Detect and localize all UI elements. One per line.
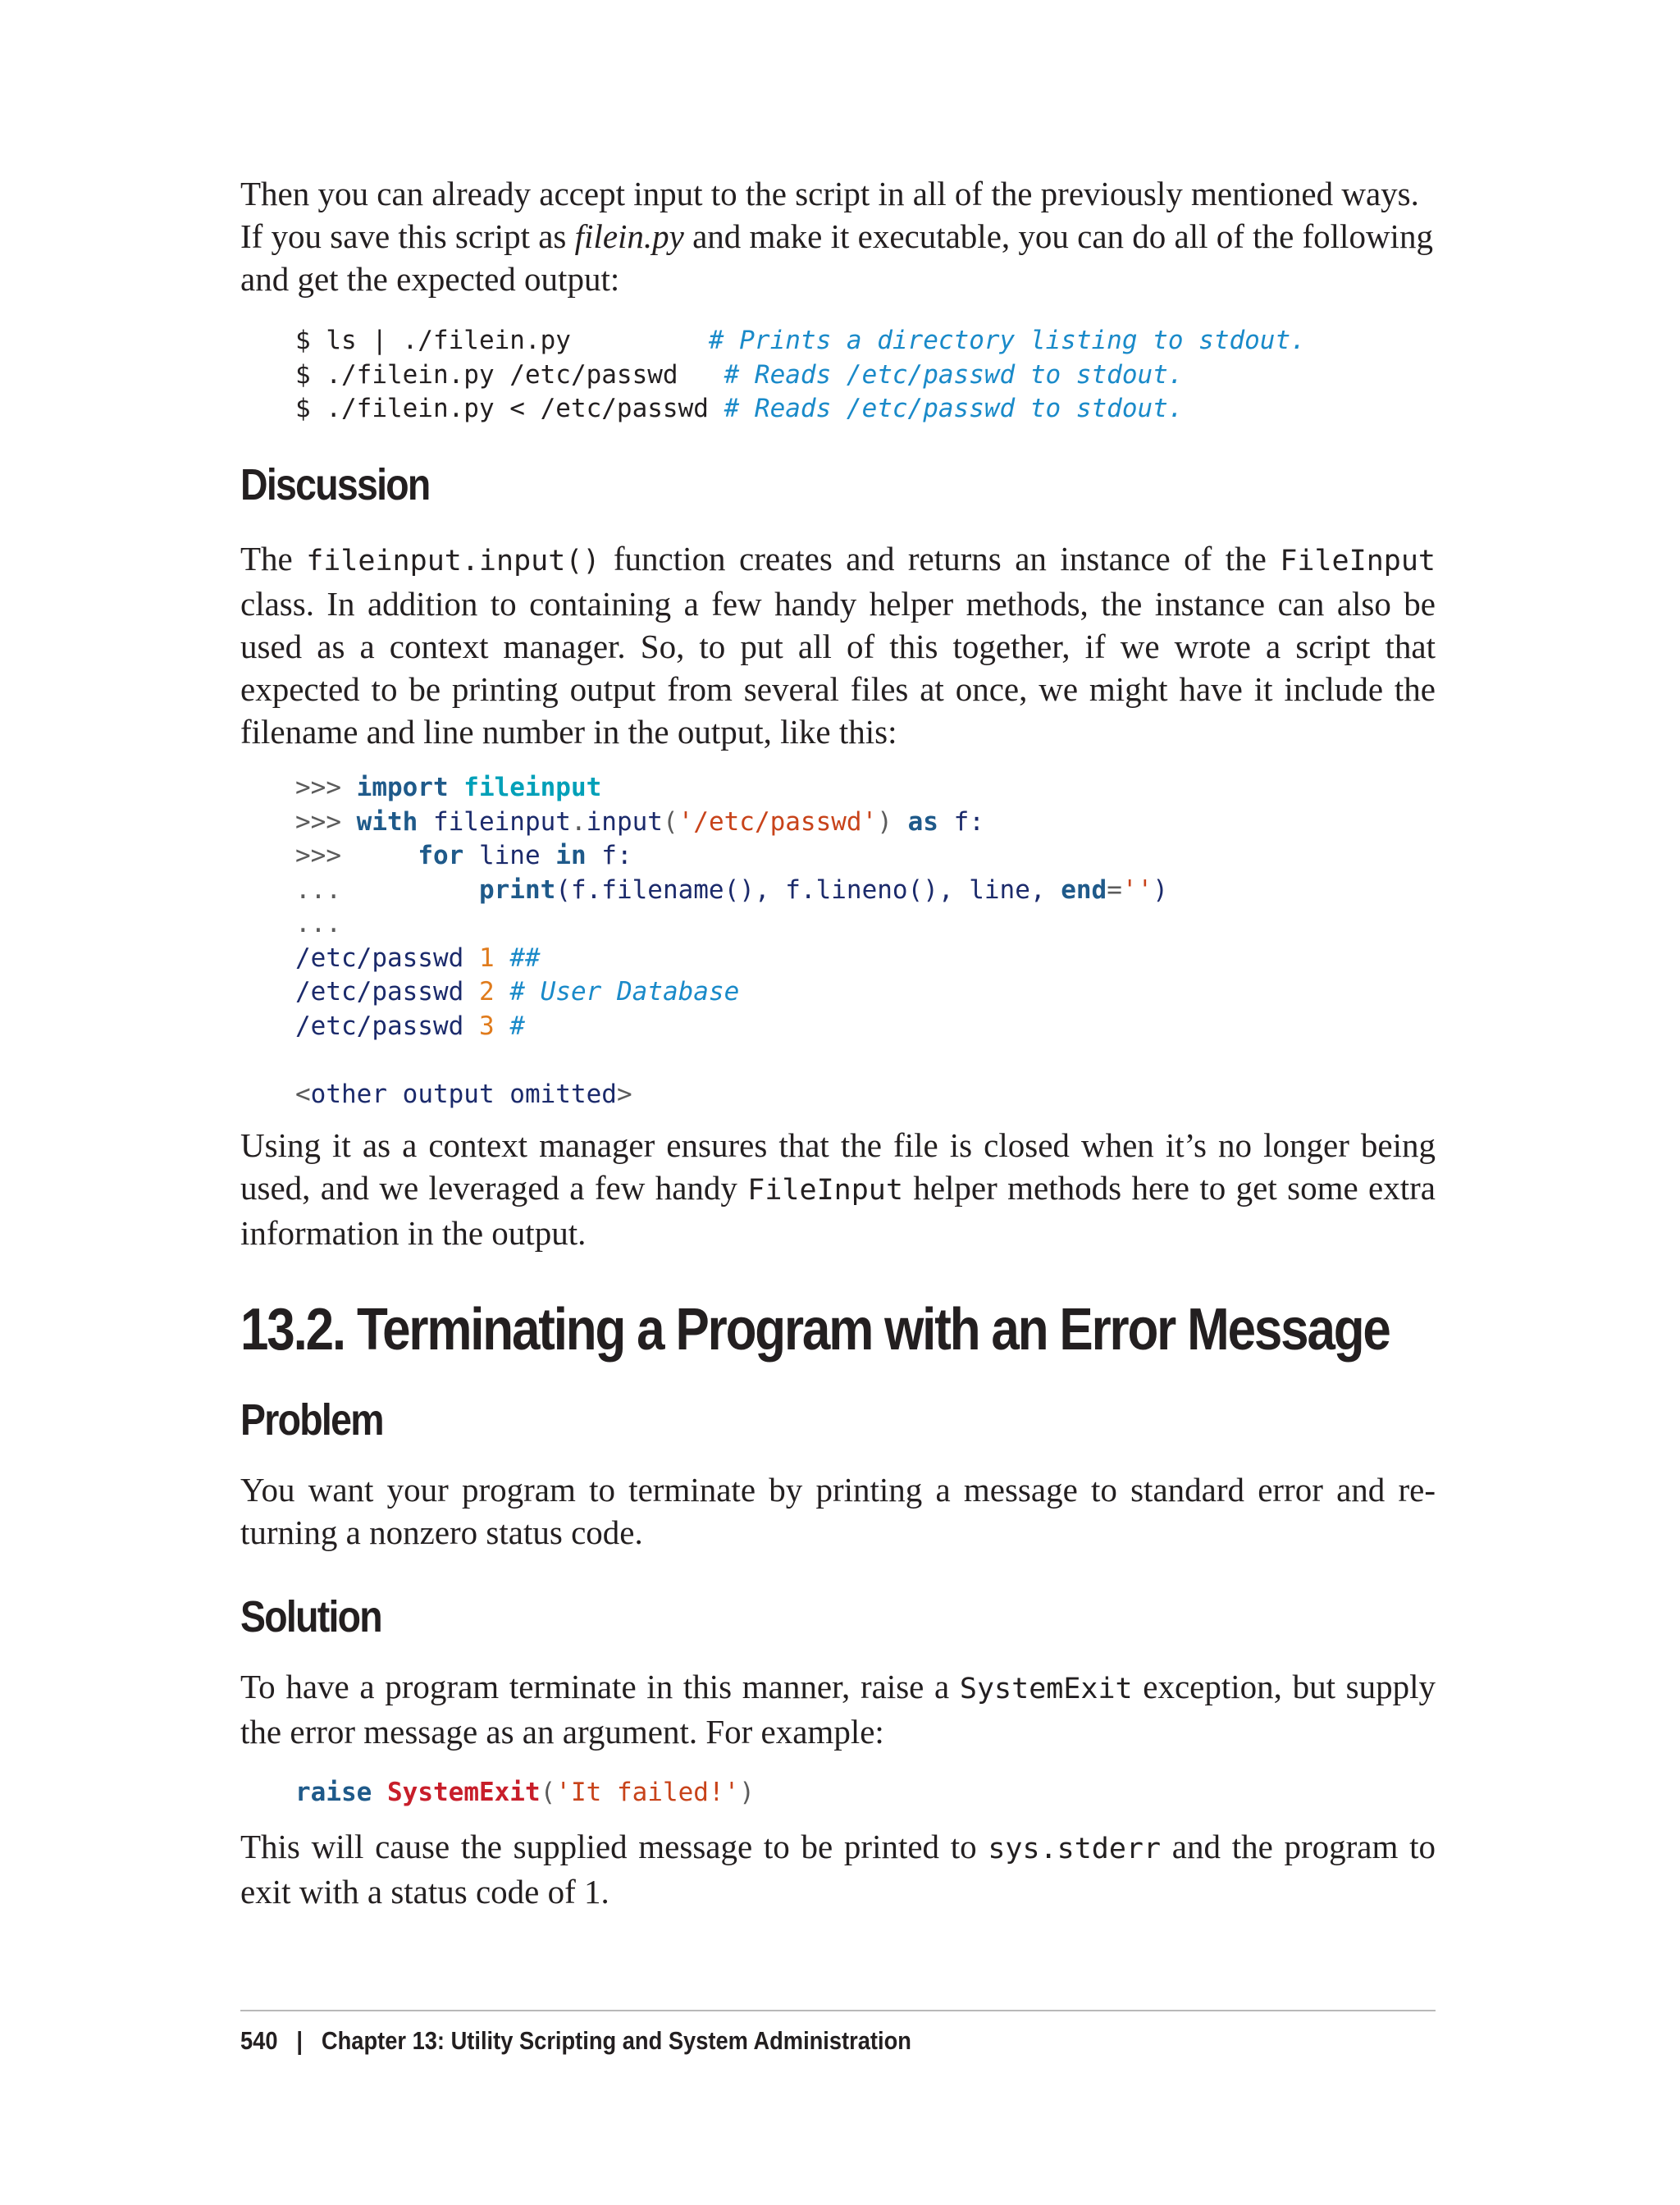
shell-code-block xyxy=(240,324,1306,427)
solution-heading: Solution xyxy=(240,1592,381,1641)
intro-line-2: If you save this script as filein.py and make it executable, you can do all of the following xyxy=(240,217,1433,255)
problem-heading: Problem xyxy=(240,1395,383,1445)
filename-em: filein.py xyxy=(574,217,684,255)
section-title: 13.2. Terminating a Program with an Error Message xyxy=(240,1297,1390,1363)
discussion-closing-paragraph: Using it as a context manager ensures that the file is closed when it’s no longer being used, and we leveraged a few handy FileInput helper methods here to get some extra information in the output. xyxy=(240,1126,1436,1252)
intro-line-3: and get the expected output: xyxy=(240,260,620,298)
code-line: $ ls | ./filein.py # Prints a directory listing to stdout. xyxy=(295,326,1306,355)
code-line: $ ./filein.py < /etc/passwd # Reads /etc/passwd to stdout. xyxy=(295,394,1184,423)
page-footer xyxy=(240,2026,911,2056)
footer-rule xyxy=(240,2010,1436,2011)
discussion-heading: Discussion xyxy=(240,460,430,509)
solution-paragraph: To have a program terminate in this manner, raise a SystemExit exception, but supply the error message as an argument. For example: xyxy=(240,1668,1436,1751)
discussion-paragraph: The fileinput.input() function creates and returns an instance of the FileInput class. In addition to containing a few handy helper methods, the instance can also be used as a context manager. So, to put all of this together, if we wrote a script that expected to be printing output from several files at once, we might have it include the filename and line number in the output, like this: xyxy=(240,540,1436,751)
intro-line-1: Then you can already accept input to the script in all of the previously mentioned ways. xyxy=(240,175,1419,212)
solution-closing-paragraph: This will cause the supplied message to be printed to sys.stderr and the program to exit with a status code of 1. xyxy=(240,1828,1436,1911)
problem-paragraph: You want your program to terminate by printing a message to standard error and re-turning a nonzero status code. xyxy=(240,1471,1436,1551)
footer-separator: | xyxy=(296,2026,304,2055)
raise-code-block: raise SystemExit('It failed!') xyxy=(295,1778,755,1807)
python-code-block: >>> import fileinput >>> with fileinput.input('/etc/passwd') as f: >>> for line in f: ... print(f.filename(), f.lineno(), line, end='') ... /etc/passwd 1 ## /etc/passwd 2 # User Database /etc/passwd 3 # <other output omitted> xyxy=(295,773,1168,1109)
code-line: $ ./filein.py /etc/passwd # Reads /etc/passwd to stdout. xyxy=(295,359,1184,390)
intro-paragraph xyxy=(240,172,1436,300)
page-number: 540 xyxy=(240,2026,278,2055)
chapter-title: Chapter 13: Utility Scripting and System Administration xyxy=(321,2026,911,2055)
